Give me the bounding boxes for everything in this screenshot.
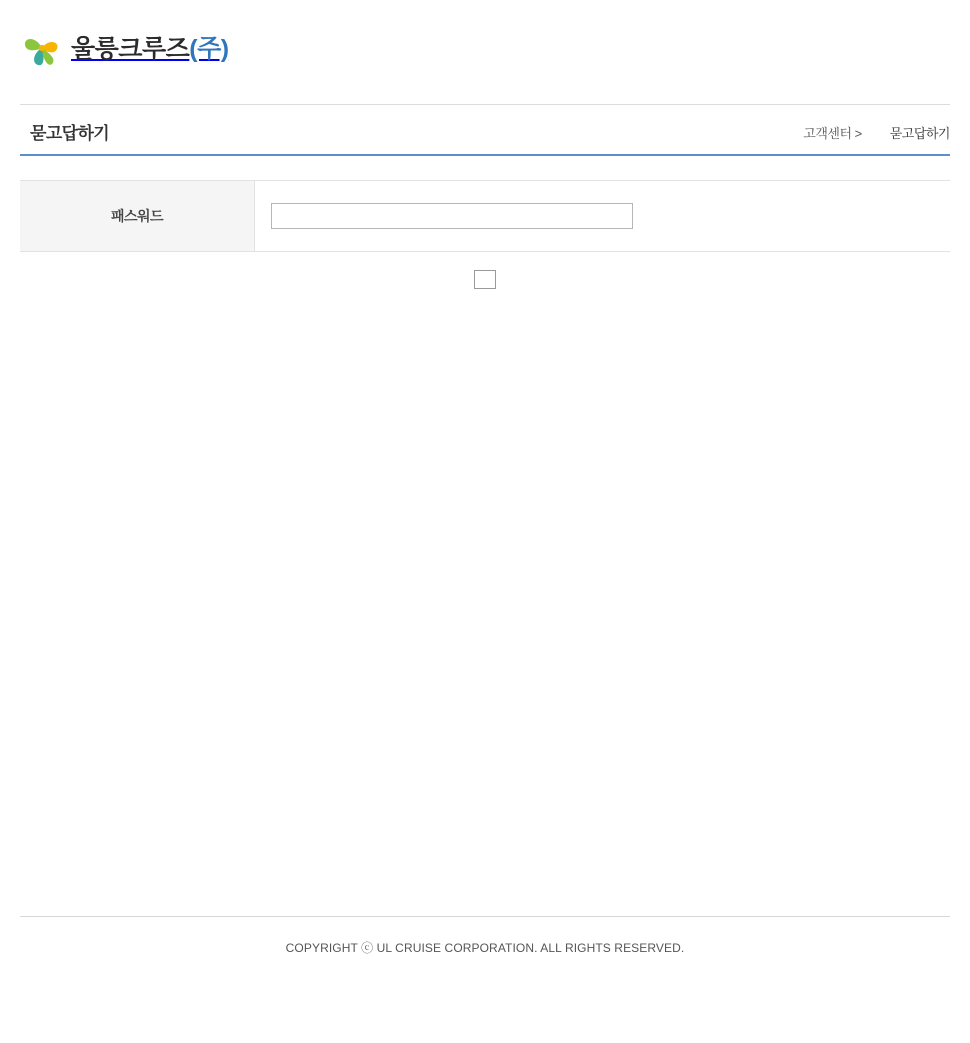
page-title: 묻고답하기 [30, 124, 110, 143]
site-header [0, 0, 970, 104]
breadcrumb-current: 묻고답하기 [889, 126, 950, 141]
site-logo[interactable] [22, 28, 229, 70]
password-input[interactable] [271, 203, 633, 229]
table-row [20, 181, 950, 252]
password-label: 패스워드 [110, 208, 164, 224]
logo-wordmark-main: 울릉크루즈 [71, 34, 190, 63]
breadcrumb-parent[interactable]: 고객센터 > [803, 126, 862, 141]
confirm-button[interactable] [474, 270, 496, 289]
logo-wordmark [71, 34, 229, 63]
password-input-cell [255, 181, 951, 252]
password-label-cell [20, 181, 255, 252]
pinwheel-flower-logo-icon [22, 28, 62, 70]
logo-wordmark-suffix: (주) [189, 34, 229, 63]
form-actions [20, 270, 950, 289]
site-footer [20, 916, 950, 1043]
password-form [20, 180, 950, 252]
copyright-text: COPYRIGHT ⓒ UL CRUISE CORPORATION. ALL RIGHTS RESERVED. [285, 941, 685, 955]
breadcrumb [803, 123, 950, 142]
password-table [20, 180, 950, 252]
page-titlebar [20, 104, 950, 156]
